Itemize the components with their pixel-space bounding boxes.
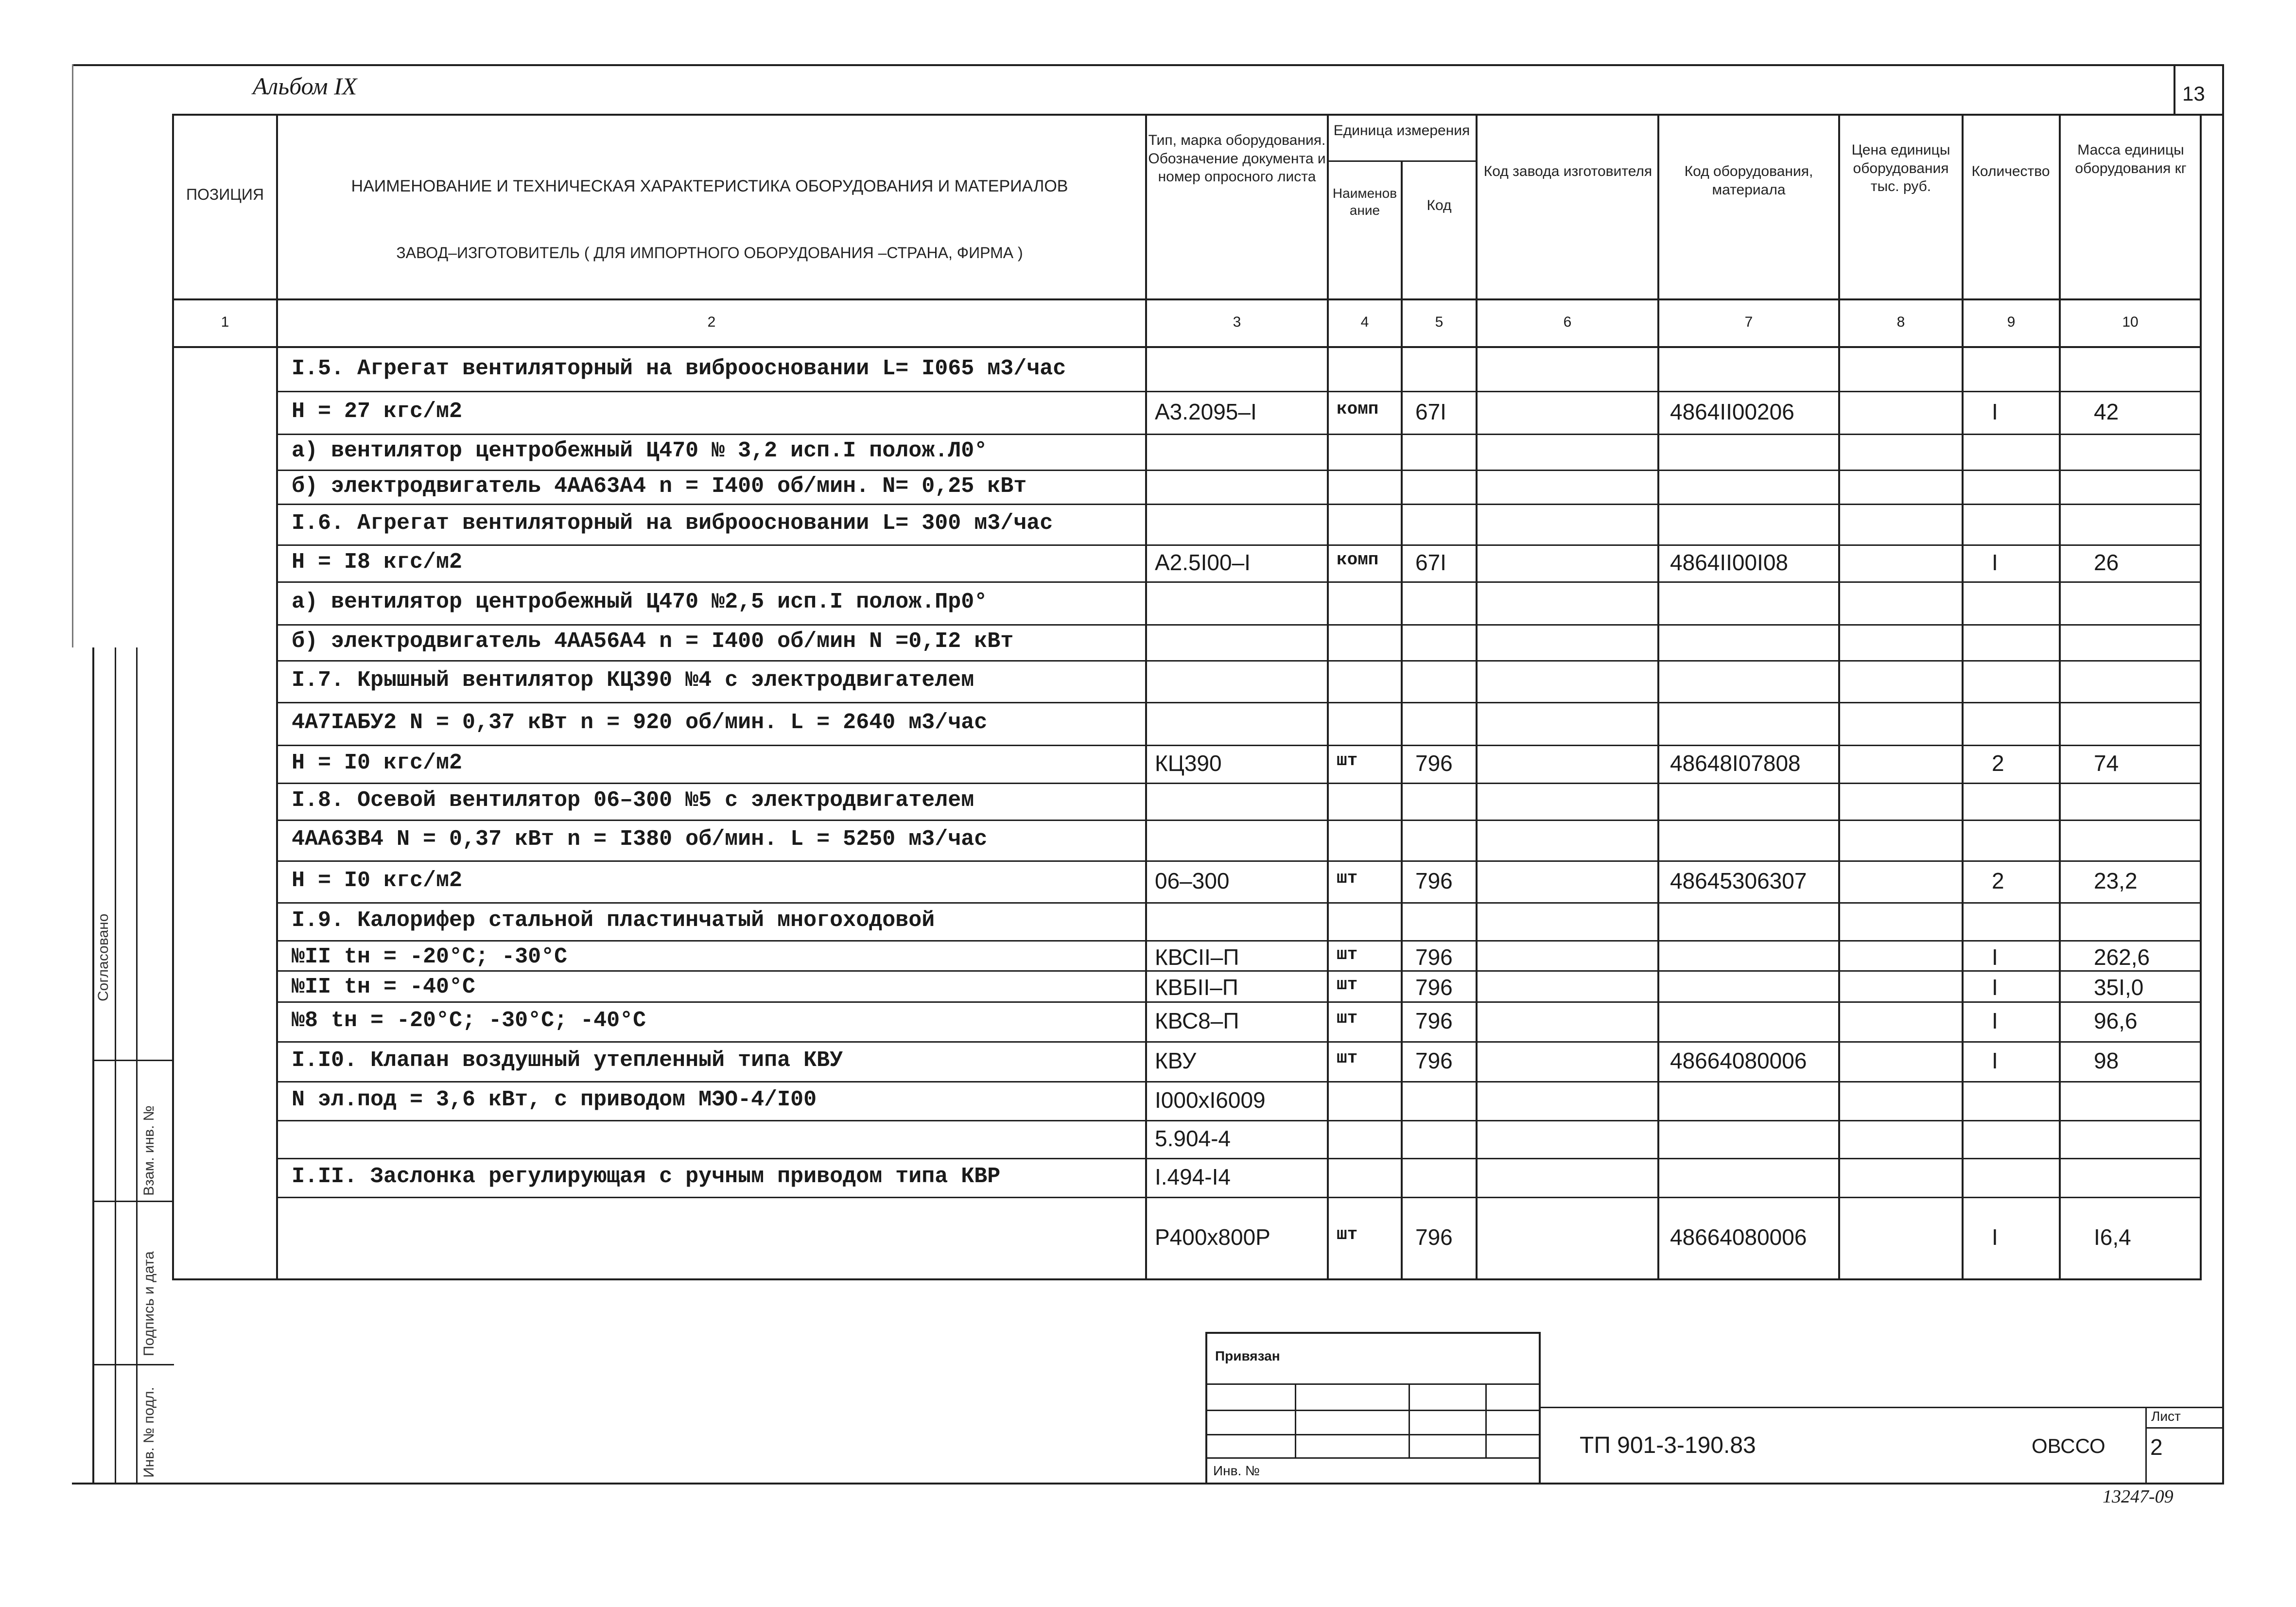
row-equipment-code: 4864II00I08 xyxy=(1670,550,1789,575)
row-unit-code: 796 xyxy=(1415,1224,1453,1250)
col-number: 1 xyxy=(221,314,229,330)
stamp-col-1 xyxy=(1295,1383,1296,1457)
row-type: КЦ390 xyxy=(1155,751,1222,776)
row-equipment-code: 48664080006 xyxy=(1670,1048,1807,1073)
stamp-top xyxy=(1205,1332,1541,1334)
row-unit: шт xyxy=(1337,751,1358,770)
row-type: А2.5I00–I xyxy=(1155,550,1251,575)
row-name: 4АА63В4 N = 0,37 кВт n = I380 об/мин. L = 5250 м3/час xyxy=(292,827,988,852)
row-name: I.5. Агрегат вентиляторный на виброосновании L= I065 м3/час xyxy=(292,356,1066,381)
row-separator xyxy=(278,745,2200,746)
row-name: Н = I0 кгс/м2 xyxy=(292,751,463,775)
margin-inv-label: Инв. № подл. xyxy=(141,1387,157,1478)
row-separator xyxy=(278,702,2200,703)
row-name: б) электродвигатель 4АА56А4 n = I400 об/мин N =0,I2 кВт xyxy=(292,629,1014,654)
row-separator xyxy=(278,660,2200,662)
title-block-div xyxy=(2145,1407,2147,1485)
row-quantity: I xyxy=(1992,399,1998,424)
row-equipment-code: 48645306307 xyxy=(1670,868,1807,893)
row-separator xyxy=(278,783,2200,784)
title-block-top xyxy=(1541,1407,2224,1408)
col-number: 9 xyxy=(2007,314,2016,330)
row-unit: шт xyxy=(1337,1008,1358,1028)
row-separator xyxy=(278,624,2200,626)
row-name: а) вентилятор центробежный Ц470 № 3,2 исп.I полож.Л0° xyxy=(292,438,988,463)
row-unit: комп xyxy=(1337,550,1379,570)
row-quantity: I xyxy=(1992,944,1998,970)
header-price: Цена единицы оборудования тыс. руб. xyxy=(1851,142,1950,194)
header-mass: Масса единицы оборудования кг xyxy=(2075,142,2187,176)
row-separator xyxy=(278,581,2200,583)
row-name: б) электродвигатель 4АА63А4 n = I400 об/мин. N= 0,25 кВт xyxy=(292,474,1027,499)
row-type: I.494-I4 xyxy=(1155,1164,1231,1189)
frame-top xyxy=(72,64,2224,66)
margin-sign-label: Подпись и дата xyxy=(141,1251,157,1356)
stamp-col-3 xyxy=(1485,1383,1487,1457)
margin-split-1 xyxy=(92,1060,174,1061)
unit-group-divider xyxy=(1327,160,1476,162)
row-quantity: I xyxy=(1992,550,1998,575)
row-separator xyxy=(278,1120,2200,1121)
stamp-col-2 xyxy=(1409,1383,1410,1457)
row-separator xyxy=(278,470,2200,471)
row-unit-code: 796 xyxy=(1415,944,1453,970)
stamp-inv-label: Инв. № xyxy=(1213,1463,1260,1478)
row-separator xyxy=(278,434,2200,435)
row-name: №II tн = -40°С xyxy=(292,975,476,999)
row-equipment-code: 4864II00206 xyxy=(1670,399,1794,424)
col-div-6 xyxy=(1657,114,1659,1280)
row-mass: 262,6 xyxy=(2094,944,2150,970)
header-manufacturer: ЗАВОД–ИЗГОТОВИТЕЛЬ ( ДЛЯ ИМПОРТНОГО ОБОРУДОВАНИЯ –СТРАНА, ФИРМА ) xyxy=(396,244,1023,262)
row-name: I.9. Калорифер стальной пластинчатый многоходовой xyxy=(292,908,935,933)
row-mass: 26 xyxy=(2094,550,2119,575)
row-unit-code: 796 xyxy=(1415,1048,1453,1073)
row-quantity: I xyxy=(1992,1008,1998,1033)
row-separator xyxy=(278,1158,2200,1159)
header-manufacturer-code: Код завода изготовителя xyxy=(1483,163,1652,179)
header-type: Тип, марка оборудования. Обозначение документа и номер опросного листа xyxy=(1148,132,1326,185)
col-number: 2 xyxy=(707,314,716,330)
row-quantity: 2 xyxy=(1992,751,2004,776)
row-mass: 42 xyxy=(2094,399,2119,424)
row-name: I.I0. Клапан воздушный утепленный типа КВУ xyxy=(292,1048,843,1073)
row-unit: шт xyxy=(1337,1048,1358,1068)
col-number: 7 xyxy=(1744,314,1753,330)
col-number: 10 xyxy=(2122,314,2139,330)
row-mass: I6,4 xyxy=(2094,1224,2131,1250)
row-separator xyxy=(278,1278,2200,1280)
row-quantity: 2 xyxy=(1992,868,2004,893)
document-code: ТП 901-3-190.83 xyxy=(1580,1432,1756,1458)
row-separator xyxy=(278,940,2200,942)
sheet-number: 2 xyxy=(2150,1434,2163,1460)
header-unit-name: Наименование xyxy=(1332,186,1397,218)
row-type: А3.2095–I xyxy=(1155,399,1257,424)
row-separator xyxy=(278,820,2200,821)
col-div-5 xyxy=(1476,114,1478,1280)
header-unit-code: Код xyxy=(1426,197,1452,213)
row-unit-code: 796 xyxy=(1415,868,1453,893)
col-div-3 xyxy=(1327,114,1329,1280)
row-type: КВСII–П xyxy=(1155,944,1239,970)
row-separator xyxy=(278,1081,2200,1083)
stamp-linked-label: Привязан xyxy=(1215,1348,1280,1363)
col-div-7 xyxy=(1838,114,1840,1280)
margin-strip-mid xyxy=(115,647,116,1485)
row-unit: шт xyxy=(1337,868,1358,888)
stamp-row-1 xyxy=(1205,1383,1541,1385)
row-name: I.II. Заслонка регулирующая с ручным приводом типа КВР xyxy=(292,1164,1001,1189)
margin-strip-left xyxy=(92,647,94,1485)
row-unit: комп xyxy=(1337,399,1379,419)
row-separator xyxy=(278,544,2200,546)
numbers-bottom xyxy=(172,346,2202,348)
row-type: КВБII–П xyxy=(1155,975,1238,1000)
margin-agreed-label: Согласовано xyxy=(95,913,111,1001)
header-quantity: Количество xyxy=(1971,163,2050,179)
row-type: Р400х800Р xyxy=(1155,1224,1270,1250)
row-mass: 98 xyxy=(2094,1048,2119,1073)
stamp-row-4 xyxy=(1205,1457,1541,1459)
table-right xyxy=(2200,114,2202,1280)
col-number: 4 xyxy=(1360,314,1369,330)
col-div-9 xyxy=(2059,114,2061,1280)
row-unit: шт xyxy=(1337,944,1358,964)
row-quantity: I xyxy=(1992,1048,1998,1073)
header-equipment-code: Код оборудования, материала xyxy=(1684,163,1813,198)
row-name: а) вентилятор центробежный Ц470 №2,5 исп.I полож.Пр0° xyxy=(292,590,988,614)
row-name: N эл.под = 3,6 кВт, с приводом МЭО-4/I00 xyxy=(292,1087,817,1112)
sheet-label: Лист xyxy=(2151,1409,2181,1424)
margin-strip-mid2 xyxy=(136,647,138,1485)
stamp-left xyxy=(1205,1332,1207,1485)
table-left xyxy=(172,114,174,1280)
row-unit-code: 67I xyxy=(1415,550,1446,575)
frame-left-dashed xyxy=(72,64,73,647)
row-name: I.7. Крышный вентилятор КЦ390 №4 с электродвигателем xyxy=(292,668,974,693)
row-name: №8 tн = -20°С; -30°С; -40°С xyxy=(292,1008,646,1033)
stamp-row-3 xyxy=(1205,1434,1541,1435)
row-type: КВУ xyxy=(1155,1048,1197,1073)
row-name: Н = I0 кгс/м2 xyxy=(292,868,463,893)
col-div-8 xyxy=(1962,114,1964,1280)
row-separator xyxy=(278,970,2200,972)
row-quantity: I xyxy=(1992,1224,1998,1250)
row-mass: 35I,0 xyxy=(2094,975,2144,1000)
header-bottom xyxy=(172,298,2202,300)
row-separator xyxy=(278,391,2200,392)
col-number: 5 xyxy=(1435,314,1444,330)
col-number: 3 xyxy=(1233,314,1241,330)
frame-right xyxy=(2222,64,2224,1485)
sheet-label-divider xyxy=(2145,1427,2223,1429)
col-number: 8 xyxy=(1896,314,1905,330)
col-div-1 xyxy=(276,114,278,1280)
row-unit-code: 796 xyxy=(1415,975,1453,1000)
frame-bottom xyxy=(72,1483,2224,1485)
row-unit: шт xyxy=(1337,1224,1358,1244)
row-mass: 96,6 xyxy=(2094,1008,2138,1033)
page-number-box-left xyxy=(2174,64,2175,116)
row-name: Н = 27 кгс/м2 xyxy=(292,399,463,424)
row-separator xyxy=(278,902,2200,904)
row-name: I.8. Осевой вентилятор 06–300 №5 с электродвигателем xyxy=(292,788,974,813)
row-name: 4А7IАБУ2 N = 0,37 кВт n = 920 об/мин. L = 2640 м3/час xyxy=(292,710,988,735)
album-label: Альбом IX xyxy=(253,72,357,100)
margin-split-3 xyxy=(92,1364,174,1365)
row-equipment-code: 48664080006 xyxy=(1670,1224,1807,1250)
row-separator xyxy=(278,860,2200,862)
row-equipment-code: 48648I07808 xyxy=(1670,751,1801,776)
row-unit-code: 796 xyxy=(1415,1008,1453,1033)
row-mass: 23,2 xyxy=(2094,868,2138,893)
margin-replace-label: Взам. инв. № xyxy=(141,1105,157,1196)
row-mass: 74 xyxy=(2094,751,2119,776)
section-code: ОВССО xyxy=(2032,1434,2105,1457)
row-separator xyxy=(278,1041,2200,1043)
bottom-code: 13247-09 xyxy=(2103,1486,2174,1507)
row-name: №II tн = -20°С; -30°С xyxy=(292,944,568,969)
header-name: НАИМЕНОВАНИЕ И ТЕХНИЧЕСКАЯ ХАРАКТЕРИСТИКА ОБОРУДОВАНИЯ И МАТЕРИАЛОВ xyxy=(351,177,1068,195)
row-separator xyxy=(278,1197,2200,1198)
header-position: ПОЗИЦИЯ xyxy=(186,186,264,203)
row-quantity: I xyxy=(1992,975,1998,1000)
col-number: 6 xyxy=(1563,314,1572,330)
header-unit-group: Единица измерения xyxy=(1333,122,1470,139)
page-number: 13 xyxy=(2182,82,2205,105)
row-type: 06–300 xyxy=(1155,868,1230,893)
row-unit: шт xyxy=(1337,975,1358,995)
row-type: КВС8–П xyxy=(1155,1008,1239,1033)
margin-split-2 xyxy=(92,1201,174,1202)
row-separator xyxy=(278,504,2200,505)
table-top xyxy=(172,114,2224,116)
row-unit-code: 67I xyxy=(1415,399,1446,424)
row-unit-code: 796 xyxy=(1415,751,1453,776)
row-type: 5.904-4 xyxy=(1155,1126,1231,1151)
row-separator xyxy=(278,1001,2200,1003)
stamp-row-2 xyxy=(1205,1410,1541,1411)
stamp-right xyxy=(1539,1332,1541,1485)
col-div-2 xyxy=(1145,114,1147,1280)
row-name: Н = I8 кгс/м2 xyxy=(292,550,463,575)
row-type: I000хI6009 xyxy=(1155,1087,1266,1113)
row-name: I.6. Агрегат вентиляторный на виброосновании L= 300 м3/час xyxy=(292,511,1053,536)
